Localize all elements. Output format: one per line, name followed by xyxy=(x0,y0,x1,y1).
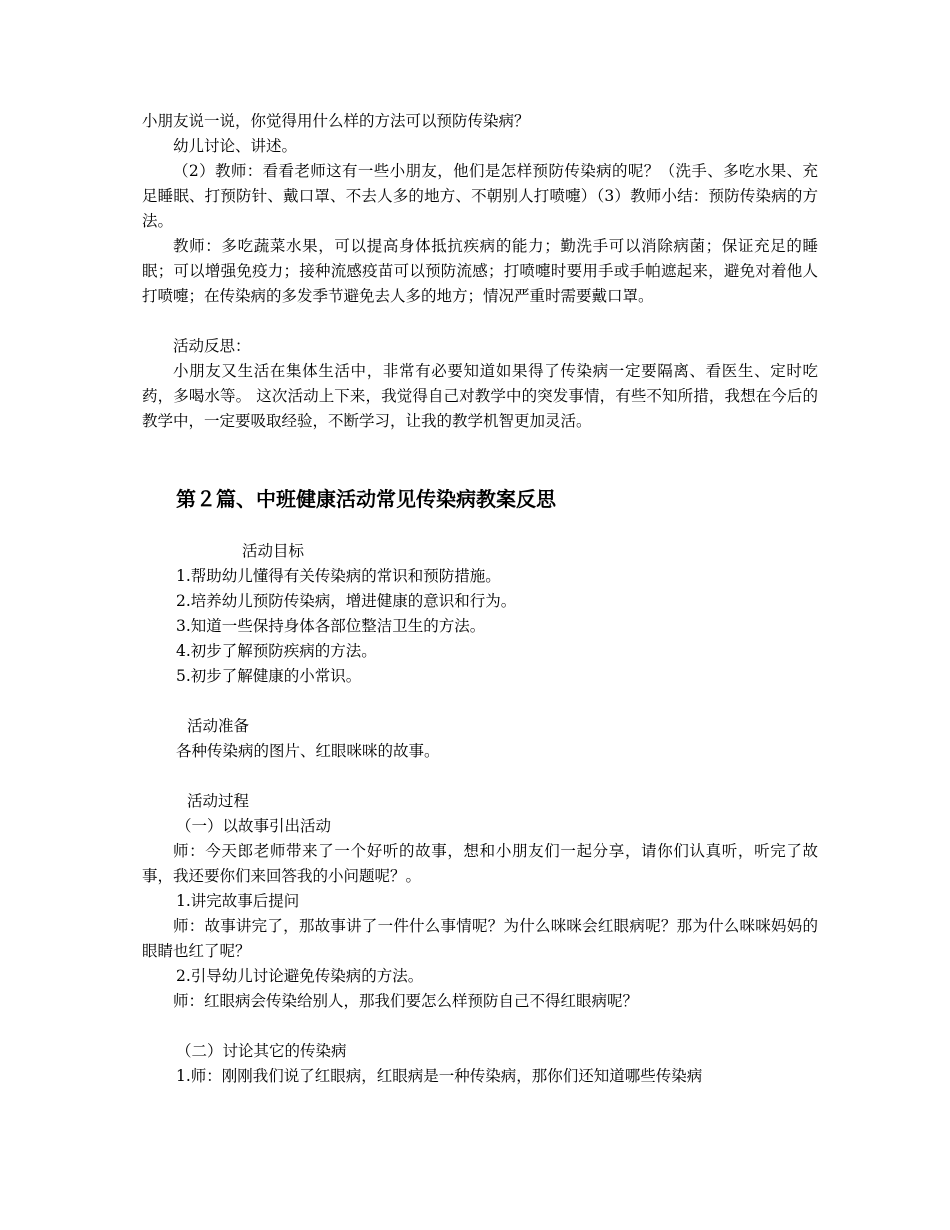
document-content xyxy=(142,109,818,1089)
paragraph: 教师：多吃蔬菜水果，可以提高身体抵抗疾病的能力；勤洗手可以消除病菌；保证充足的睡眠；可以增强免疫力；接种流感疫苗可以预防流感；打喷嚏时要用手或手帕遮起来，避免对着他人打喷嚏；在传染病的多发季节避免去人多的地方；情况严重时需要戴口罩。 xyxy=(142,237,818,305)
paragraph: 师：故事讲完了，那故事讲了一件什么事情呢？为什么咪咪会红眼病呢？那为什么咪咪妈妈的眼睛也红了呢？ xyxy=(142,917,818,960)
reflection-title: 活动反思： xyxy=(173,337,251,355)
spacer xyxy=(142,309,818,334)
spacer xyxy=(142,1014,818,1039)
article-heading: 第２篇、中班健康活动常见传染病教案反思 xyxy=(176,487,556,511)
sub-step: 1.讲完故事后提问 xyxy=(176,892,300,910)
paragraph: （2）教师：看看老师这有一些小朋友，他们是怎样预防传染病的呢？（洗手、多吃水果、充足睡眠、打预防针、戴口罩、不去人多的地方、不朝别人打喷嚏）（3）教师小结：预防传染病的方法。 xyxy=(142,162,818,230)
sub-step: 1.师：刚刚我们说了红眼病，红眼病是一种传染病，那你们还知道哪些传染病 xyxy=(176,1067,703,1085)
goals-title: 活动目标 xyxy=(242,542,305,560)
goal-item: 5.初步了解健康的小常识。 xyxy=(176,667,362,685)
reflection-body: 小朋友又生活在集体生活中，非常有必要知道如果得了传染病一定要隔离、看医生、定时吃药，多喝水等。 这次活动上下来，我觉得自己对教学中的突发事情，有些不知所措，我想在今后的教学中，一定要吸取经验，不断学习，让我的教学机智更加灵活。 xyxy=(142,362,818,430)
sub-step: 2.引导幼儿讨论避免传染病的方法。 xyxy=(176,967,424,985)
goal-item: 2.培养幼儿预防传染病，增进健康的意识和行为。 xyxy=(176,592,517,610)
paragraph: 师：今天郎老师带来了一个好听的故事，想和小朋友们一起分享，请你们认真听，听完了故事，我还要你们来回答我的小问题呢？。 xyxy=(142,842,818,885)
step-title: （二）讨论其它的传染病 xyxy=(176,1042,347,1060)
prep-body: 各种传染病的图片、红眼咪咪的故事。 xyxy=(176,742,440,760)
paragraph: 幼儿讨论、讲述。 xyxy=(173,137,298,155)
spacer xyxy=(142,434,818,484)
spacer xyxy=(142,764,818,789)
paragraph: 师：红眼病会传染给别人，那我们要怎么样预防自己不得红眼病呢？ xyxy=(173,992,639,1010)
spacer xyxy=(142,689,818,714)
prep-title: 活动准备 xyxy=(187,717,250,735)
goal-item: 3.知道一些保持身体各部位整洁卫生的方法。 xyxy=(176,617,486,635)
spacer xyxy=(142,514,818,539)
step-title: （一）以故事引出活动 xyxy=(176,817,332,835)
goal-item: 1.帮助幼儿懂得有关传染病的常识和预防措施。 xyxy=(176,567,501,585)
process-title: 活动过程 xyxy=(187,792,250,810)
paragraph: 小朋友说一说，你觉得用什么样的方法可以预防传染病？ xyxy=(142,112,530,130)
goal-item: 4.初步了解预防疾病的方法。 xyxy=(176,642,377,660)
